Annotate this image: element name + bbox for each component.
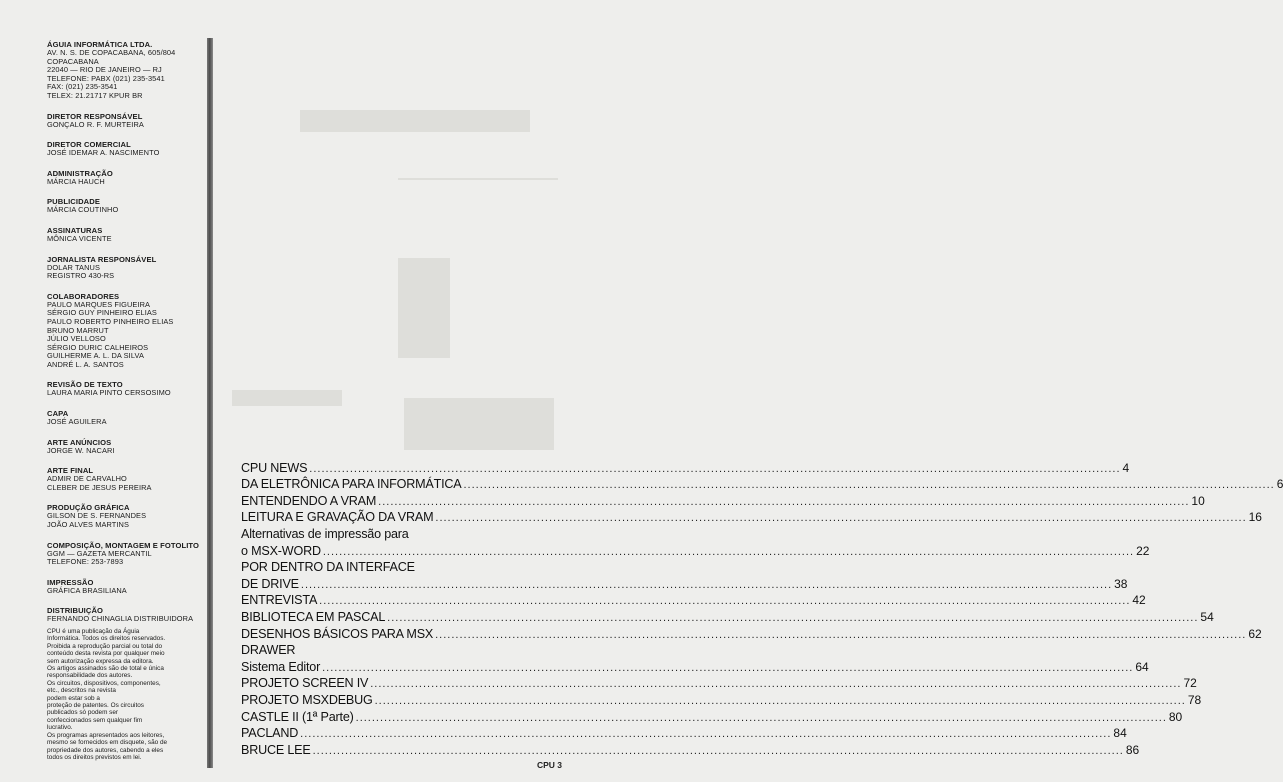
toc-entry bbox=[241, 624, 1262, 641]
toc-leader-dots: ........................................................................................................................................................................................................ bbox=[312, 744, 1124, 757]
notice-line: Os artigos assinados são de total e única bbox=[47, 665, 164, 673]
credit-block bbox=[47, 438, 207, 456]
toc-leader-dots: ........................................................................................................................................................................................................ bbox=[300, 728, 1112, 741]
notice-line: proteção de patentes. Os circuitos bbox=[47, 702, 144, 710]
credit-block bbox=[47, 112, 207, 130]
notice-line: Informática. Todos os direitos reservados. bbox=[47, 635, 166, 643]
notice-line: Proibida a reprodução parcial ou total do bbox=[47, 642, 163, 650]
notice-line: Os circuitos, dispositivos, componentes, bbox=[47, 679, 161, 687]
credit-name: PAULO ROBERTO PINHEIRO ELIAS bbox=[47, 316, 174, 326]
toc-title: DE DRIVE bbox=[241, 576, 299, 591]
notice-line: responsabilidade dos autores. bbox=[47, 672, 133, 680]
toc-leader-dots: ........................................................................................................................................................................................................ bbox=[435, 628, 1247, 641]
credit-name: LAURA MARIA PINTO CERSOSIMO bbox=[47, 388, 171, 398]
toc-leader-dots: ........................................................................................................................................................................................................ bbox=[319, 595, 1131, 608]
toc-entry bbox=[241, 657, 1149, 674]
credit-block bbox=[47, 541, 207, 567]
toc-page-number: 4 bbox=[1122, 460, 1130, 475]
credit-name: GUILHERME A. L. DA SILVA bbox=[47, 351, 145, 361]
toc-page-number: 64 bbox=[1135, 659, 1149, 674]
publisher-line: TELEX: 21.21717 KPUR BR bbox=[47, 90, 143, 100]
credit-block bbox=[47, 578, 207, 596]
credit-role: DIRETOR RESPONSÁVEL bbox=[47, 111, 143, 121]
toc-entry bbox=[241, 475, 1283, 492]
credit-name: JOSÉ AGUILERA bbox=[47, 417, 107, 427]
toc-title: POR DENTRO DA INTERFACE bbox=[241, 560, 415, 575]
notice-line: propriedade dos autores, cabendo a eles bbox=[47, 746, 164, 754]
toc-title: BRUCE LEE bbox=[241, 742, 311, 757]
credit-name: CLEBER DE JESUS PEREIRA bbox=[47, 482, 152, 492]
credit-name: ANDRÉ L. A. SANTOS bbox=[47, 359, 124, 369]
notice-line: mesmo se fornecidos em disquete, são de bbox=[47, 739, 168, 747]
page-folio: CPU 3 bbox=[537, 760, 563, 770]
toc-entry bbox=[241, 491, 1205, 508]
credit-name: JÚLIO VELLOSO bbox=[47, 334, 106, 344]
credit-block bbox=[47, 380, 207, 398]
show-through-box bbox=[232, 390, 342, 406]
credit-name: GONÇALO R. F. MURTEIRA bbox=[47, 119, 144, 129]
credit-name: REGISTRO 430-RS bbox=[47, 271, 115, 281]
toc-title: DA ELETRÔNICA PARA INFORMÁTICA bbox=[241, 477, 462, 492]
toc-title: o MSX-WORD bbox=[241, 543, 321, 558]
credit-name: JOSÉ IDEMAR A. NASCIMENTO bbox=[47, 148, 160, 158]
toc-page-number: 42 bbox=[1132, 593, 1146, 608]
toc-entry-line bbox=[241, 558, 571, 575]
credit-name: SÉRGIO GUY PINHEIRO ELIAS bbox=[47, 308, 157, 318]
credit-name: JORGE W. NACARI bbox=[47, 445, 115, 455]
credit-block bbox=[47, 606, 207, 624]
notice-line: lucrativo. bbox=[47, 724, 73, 732]
toc-leader-dots: ........................................................................................................................................................................................................ bbox=[378, 495, 1190, 508]
toc-leader-dots: ........................................................................................................................................................................................................ bbox=[309, 462, 1121, 475]
notice-line: conteúdo desta revista por qualquer meio bbox=[47, 650, 165, 658]
column-divider bbox=[207, 38, 213, 768]
toc-title: PACLAND bbox=[241, 726, 299, 741]
toc-leader-dots: ........................................................................................................................................................................................................ bbox=[463, 479, 1275, 492]
toc-title: DRAWER bbox=[241, 643, 296, 658]
notice-line: publicados só podem ser bbox=[47, 709, 119, 717]
credit-block bbox=[47, 169, 207, 187]
credit-block bbox=[47, 197, 207, 215]
publisher-address bbox=[47, 49, 207, 101]
credit-name: FERNANDO CHINAGLIA DISTRIBUIDORA bbox=[47, 614, 194, 624]
notice-line: CPU é uma publicação da Águia bbox=[47, 628, 140, 635]
toc-leader-dots: ........................................................................................................................................................................................................ bbox=[387, 611, 1199, 624]
toc-title: DESENHOS BÁSICOS PARA MSX bbox=[241, 626, 434, 641]
toc-leader-dots: ........................................................................................................................................................................................................ bbox=[322, 661, 1134, 674]
credit-name: GILSON DE S. FERNANDES bbox=[47, 511, 147, 521]
legal-notice bbox=[47, 628, 207, 761]
credit-role: JORNALISTA RESPONSÁVEL bbox=[47, 254, 157, 264]
masthead-column bbox=[47, 40, 207, 761]
show-through-bar bbox=[300, 110, 530, 132]
toc-entry-line bbox=[241, 524, 571, 541]
toc-leader-dots: ........................................................................................................................................................................................................ bbox=[370, 678, 1182, 691]
toc-page-number: 54 bbox=[1200, 609, 1214, 624]
credit-block bbox=[47, 466, 207, 492]
credit-role: COMPOSIÇÃO, MONTAGEM E FOTOLITO bbox=[47, 540, 200, 550]
credit-name: TELEFONE: 253-7893 bbox=[47, 557, 124, 567]
toc-page-number: 78 bbox=[1187, 692, 1202, 707]
credit-name: MÁRCIA HAUCH bbox=[47, 176, 105, 186]
credit-block bbox=[47, 503, 207, 529]
toc-page-number: 22 bbox=[1136, 543, 1150, 558]
toc-entry bbox=[241, 674, 1197, 691]
credit-name: GRÁFICA BRASILIANA bbox=[47, 585, 127, 595]
toc-title: ENTENDENDO A VRAM bbox=[241, 493, 377, 508]
toc-title: Sistema Editor bbox=[241, 659, 321, 674]
credit-role: PRODUÇÃO GRÁFICA bbox=[47, 503, 130, 513]
toc-title: BIBLIOTECA EM PASCAL bbox=[241, 609, 386, 624]
publisher-line: TELEFONE: PABX (021) 235-3541 bbox=[47, 73, 165, 83]
credit-name: MÁRCIA COUTINHO bbox=[47, 205, 119, 215]
credit-name: BRUNO MARRUT bbox=[47, 325, 109, 335]
toc-entry-line bbox=[241, 641, 571, 658]
publisher-line: FAX: (021) 235-3541 bbox=[47, 82, 118, 92]
credit-block bbox=[47, 140, 207, 158]
toc-entry bbox=[241, 607, 1214, 624]
toc-entry bbox=[241, 690, 1202, 707]
notice-line: Os programas apresentados aos leitores, bbox=[47, 731, 165, 739]
credit-name: MÔNICA VICENTE bbox=[47, 233, 112, 243]
publisher-name: ÁGUIA INFORMÁTICA LTDA. bbox=[47, 40, 153, 49]
table-of-contents bbox=[241, 458, 1283, 757]
show-through-box bbox=[398, 258, 450, 358]
toc-page-number: 80 bbox=[1168, 709, 1183, 724]
toc-leader-dots: ........................................................................................................................................................................................................ bbox=[355, 711, 1167, 724]
credit-role: ARTE FINAL bbox=[47, 466, 94, 476]
toc-entry bbox=[241, 591, 1146, 608]
toc-entry bbox=[241, 508, 1262, 525]
credit-role: REVISÃO DE TEXTO bbox=[47, 380, 123, 390]
show-through-box bbox=[404, 398, 554, 450]
credits-list bbox=[47, 112, 207, 624]
toc-page-number: 38 bbox=[1114, 576, 1128, 591]
credit-role: PUBLICIDADE bbox=[47, 197, 100, 207]
toc-title: PROJETO SCREEN IV bbox=[241, 676, 369, 691]
toc-entry bbox=[241, 574, 1128, 591]
toc-entry bbox=[241, 724, 1127, 741]
toc-entry bbox=[241, 458, 1130, 475]
credit-block bbox=[47, 226, 207, 244]
credit-role: IMPRESSÃO bbox=[47, 577, 94, 587]
toc-page-number: 10 bbox=[1191, 493, 1205, 508]
toc-title: ENTREVISTA bbox=[241, 593, 318, 608]
toc-title: LEITURA E GRAVAÇÃO DA VRAM bbox=[241, 510, 434, 525]
publisher-line: COPACABANA bbox=[47, 56, 99, 66]
notice-line: todos os direitos previstos em lei. bbox=[47, 753, 142, 761]
toc-leader-dots: ........................................................................................................................................................................................................ bbox=[322, 545, 1135, 558]
credit-name: GGM — GAZETA MERCANTIL bbox=[47, 548, 152, 558]
publisher-block bbox=[47, 40, 207, 101]
toc-page-number: 62 bbox=[1248, 626, 1262, 641]
publisher-line: 22040 — RIO DE JANEIRO — RJ bbox=[47, 65, 162, 75]
credit-role: COLABORADORES bbox=[47, 291, 120, 301]
credit-role: DISTRIBUIÇÃO bbox=[47, 606, 104, 616]
toc-leader-dots: ........................................................................................................................................................................................................ bbox=[374, 694, 1186, 707]
credit-name: SÉRGIO DURIC CALHEIROS bbox=[47, 342, 149, 352]
credit-name: DOLAR TANUS bbox=[47, 262, 100, 272]
notice-line: podem estar sob a bbox=[47, 694, 100, 702]
toc-page-number: 84 bbox=[1113, 726, 1127, 741]
toc-page-number: 6 bbox=[1276, 477, 1283, 492]
credit-block bbox=[47, 409, 207, 427]
publisher-line: AV. N. S. DE COPACABANA, 605/804 bbox=[47, 48, 176, 57]
credit-name: PAULO MARQUES FIGUEIRA bbox=[47, 299, 151, 309]
toc-page-number: 86 bbox=[1125, 742, 1140, 757]
credit-role: DIRETOR COMERCIAL bbox=[47, 140, 131, 150]
credit-role: ARTE ANÚNCIOS bbox=[47, 437, 112, 447]
notice-line: sem autorização expressa da editora. bbox=[47, 657, 154, 665]
toc-entry bbox=[241, 541, 1150, 558]
show-through-rule bbox=[398, 178, 558, 180]
toc-entry bbox=[241, 707, 1183, 724]
notice-line: etc., descritos na revista bbox=[47, 687, 116, 695]
notice-line: confeccionados sem qualquer fim bbox=[47, 716, 143, 724]
toc-title: CASTLE II (1ª Parte) bbox=[241, 709, 354, 724]
toc-entry bbox=[241, 740, 1140, 757]
credit-name: ADMIR DE CARVALHO bbox=[47, 474, 127, 484]
toc-page-number: 16 bbox=[1248, 510, 1262, 525]
toc-title: Alternativas de impressão para bbox=[241, 526, 409, 541]
toc-title: CPU NEWS bbox=[241, 460, 308, 475]
credit-role: ASSINATURAS bbox=[47, 225, 103, 235]
credit-block bbox=[47, 255, 207, 281]
credit-role: ADMINISTRAÇÃO bbox=[47, 168, 113, 178]
toc-page-number: 72 bbox=[1183, 676, 1197, 691]
toc-title: PROJETO MSXDEBUG bbox=[241, 692, 373, 707]
toc-leader-dots: ........................................................................................................................................................................................................ bbox=[435, 512, 1247, 525]
credit-name: JOÃO ALVES MARTINS bbox=[47, 520, 130, 530]
credit-block bbox=[47, 292, 207, 370]
credit-role: CAPA bbox=[47, 409, 69, 419]
toc-leader-dots: ........................................................................................................................................................................................................ bbox=[300, 578, 1113, 591]
